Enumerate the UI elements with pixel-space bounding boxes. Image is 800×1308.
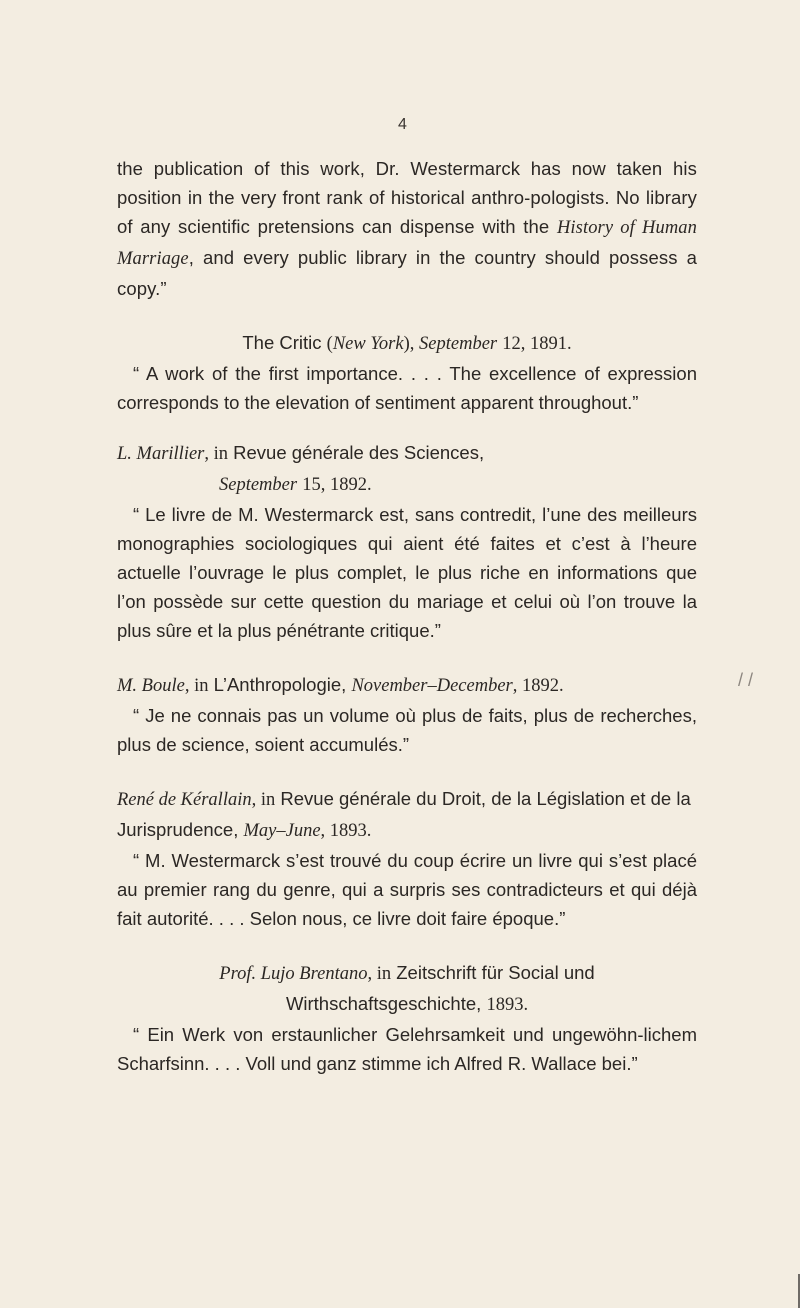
section-gap xyxy=(117,759,697,784)
section-gap xyxy=(117,417,697,438)
source-citation-marillier xyxy=(117,438,697,500)
source-date: May–June xyxy=(243,821,321,841)
source-year: 1893. xyxy=(486,995,529,1015)
source-title: L’Anthropologie, xyxy=(213,674,347,695)
source-day: 12 xyxy=(502,334,521,354)
source-location: New York xyxy=(332,334,404,354)
source-separator: , xyxy=(184,676,195,696)
source-separator: , xyxy=(367,964,377,984)
author-name: René de Kérallain xyxy=(117,790,252,810)
source-title: Revue générale du Droit, de la Législation et de la Jurisprudence, xyxy=(117,788,691,840)
source-separator: ( xyxy=(326,334,333,354)
pencil-mark: / / xyxy=(738,670,754,690)
source-year: 1893. xyxy=(329,821,372,841)
source-year: 1891. xyxy=(530,334,572,354)
section-gap xyxy=(117,303,697,328)
quote-marillier: “ Le livre de M. Westermarck est, sans contredit, l’une des meilleurs monographies sociologiques qui aient été faites et c’est à l’heure actuelle l’ouvrage le plus complet, le plus riche en informations que l’on possède sur cette question du mariage et celui où l’on trouve la plus sûre et la plus pénétrante critique.” xyxy=(117,504,697,641)
source-separator: , xyxy=(320,821,330,841)
intro-text-after: , and every public library in the country should possess a copy.” xyxy=(117,247,697,299)
source-separator: ), xyxy=(403,334,420,354)
source-day: 15 xyxy=(302,475,321,495)
source-citation-critic xyxy=(117,328,697,359)
source-separator: , xyxy=(512,676,522,696)
source-title: Zeitschrift für Social und Wirthschaftsgeschichte, xyxy=(285,962,595,1014)
in-word: in xyxy=(213,444,229,464)
author-name: L. Marillier xyxy=(117,444,205,464)
source-year: 1892. xyxy=(329,475,372,495)
source-year: 1892. xyxy=(521,676,564,696)
source-citation-boule xyxy=(117,670,697,701)
book-title: History of Human Marriage xyxy=(117,218,697,269)
source-separator: , xyxy=(520,334,531,354)
quote-brentano: “ Ein Werk von erstaunlicher Gelehrsamkeit und ungewöhn-lichem Scharfsinn. . . . Voll und ganz stimme ich Alfred R. Wallace bei.” xyxy=(117,1024,697,1074)
source-date: September xyxy=(219,475,298,495)
source-separator: , xyxy=(251,790,261,810)
intro-text-before: the publication of this work, Dr. Westermarck has now taken his position in the very front rank of historical anthro-pologists. No library of any scientific pretensions can dispense with the xyxy=(117,158,697,237)
source-date: November–December xyxy=(351,676,513,696)
page-number: 4 xyxy=(398,116,407,133)
in-word: in xyxy=(260,790,276,810)
section-gap xyxy=(117,645,697,670)
source-citation-kerallain xyxy=(117,784,697,846)
source-title: The Critic xyxy=(242,332,322,353)
section-gap xyxy=(117,933,697,958)
page-content xyxy=(117,154,697,1078)
source-separator: , xyxy=(204,444,214,464)
source-title: Revue générale des Sciences, xyxy=(233,442,485,463)
source-date: September xyxy=(419,334,498,354)
quote-critic: “ A work of the first importance. . . . The excellence of expression corresponds to the elevation of sentiment apparent throughout.” xyxy=(117,363,697,413)
author-name: M. Boule xyxy=(117,676,185,696)
author-name: Prof. Lujo Brentano xyxy=(219,964,368,984)
in-word: in xyxy=(194,676,209,696)
quote-kerallain: “ M. Westermarck s’est trouvé du coup écrire un livre qui s’est placé au premier rang du genre, qui a surpris ses contradicteurs et qui déjà fait autorité. . . . Selon nous, ce livre doit faire époque.” xyxy=(117,850,697,929)
quote-boule: “ Je ne connais pas un volume où plus de faits, plus de recherches, plus de science, soient accumulés.” xyxy=(117,705,697,755)
in-word: in xyxy=(376,964,392,984)
source-citation-brentano xyxy=(117,958,697,1020)
intro-paragraph xyxy=(117,154,697,303)
source-separator: , xyxy=(320,475,330,495)
